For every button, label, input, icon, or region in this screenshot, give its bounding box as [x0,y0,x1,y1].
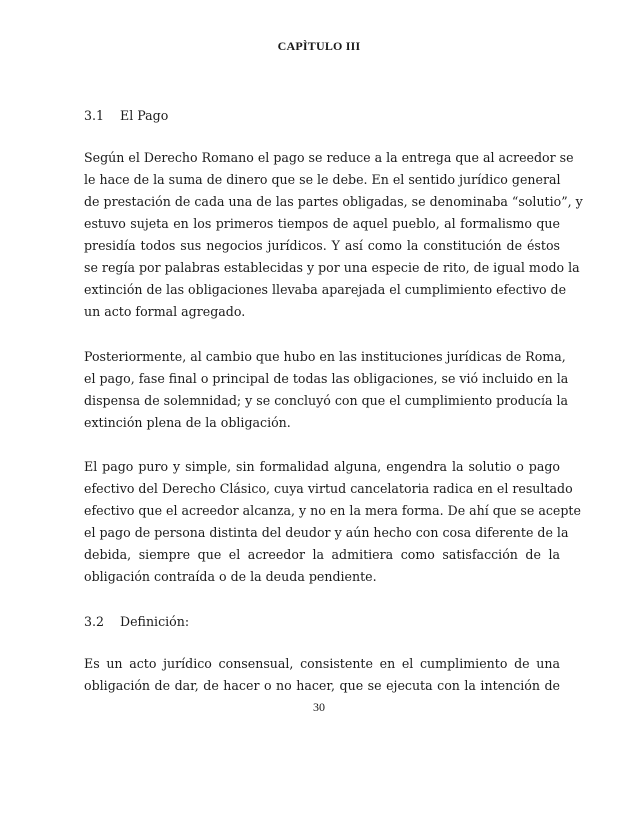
text-line: se regía por palabras establecidas y por una especie de rito, de igual modo la [84,260,580,275]
text-line: efectivo del Derecho Clásico, cuya virtud cancelatoria radica en el resultado [84,481,573,496]
section-title: El Pago [120,108,169,123]
section-heading-3-1 [84,105,168,127]
text-line: debida, siempre que el acreedor la admitiera como satisfacción de la [84,547,560,562]
section-number: 3.2 [84,614,105,629]
text-line: obligación contraída o de la deuda pendiente. [84,569,377,584]
text-line: Es un acto jurídico consensual, consistente en el cumplimiento de una [84,656,560,671]
section-heading-3-2 [84,611,189,633]
text-line: presidía todos sus negocios jurídicos. Y así como la constitución de éstos [84,238,560,253]
text-line: extinción de las obligaciones llevaba aparejada el cumplimiento efectivo de [84,282,567,297]
paragraph-2 [84,346,569,434]
text-line: un acto formal agregado. [84,304,246,319]
section-number: 3.1 [84,108,105,123]
text-line: efectivo que el acreedor alcanza, y no en la mera forma. De ahí que se acepte [84,503,581,518]
text-line: de prestación de cada una de las partes obligadas, se denominaba “solutio”, y [84,194,583,209]
text-line: el pago, fase final o principal de todas las obligaciones, se vió incluido en la [84,371,569,386]
text-line: le hace de la suma de dinero que se le debe. En el sentido jurídico general [84,172,561,187]
text-line: el pago de persona distinta del deudor y aún hecho con cosa diferente de la [84,525,569,540]
paragraph-3 [84,456,581,588]
chapter-title: CAPÌTULO III [277,39,361,53]
text-line: estuvo sujeta en los primeros tiempos de aquel pueblo, al formalismo que [84,216,560,231]
text-line: extinción plena de la obligación. [84,415,291,430]
page-number: 30 [313,700,325,714]
text-line: El pago puro y simple, sin formalidad alguna, engendra la solutio o pago [84,459,560,474]
text-line: obligación de dar, de hacer o no hacer, que se ejecuta con la intención de [84,678,560,693]
paragraph-4 [84,653,560,697]
paragraph-1 [84,147,583,323]
text-line: Posteriormente, al cambio que hubo en las instituciones jurídicas de Roma, [84,349,566,364]
text-line: dispensa de solemnidad; y se concluyó con que el cumplimiento producía la [84,393,569,408]
text-line: Según el Derecho Romano el pago se reduce a la entrega que al acreedor se [84,150,574,165]
section-title: Definición: [120,614,190,629]
